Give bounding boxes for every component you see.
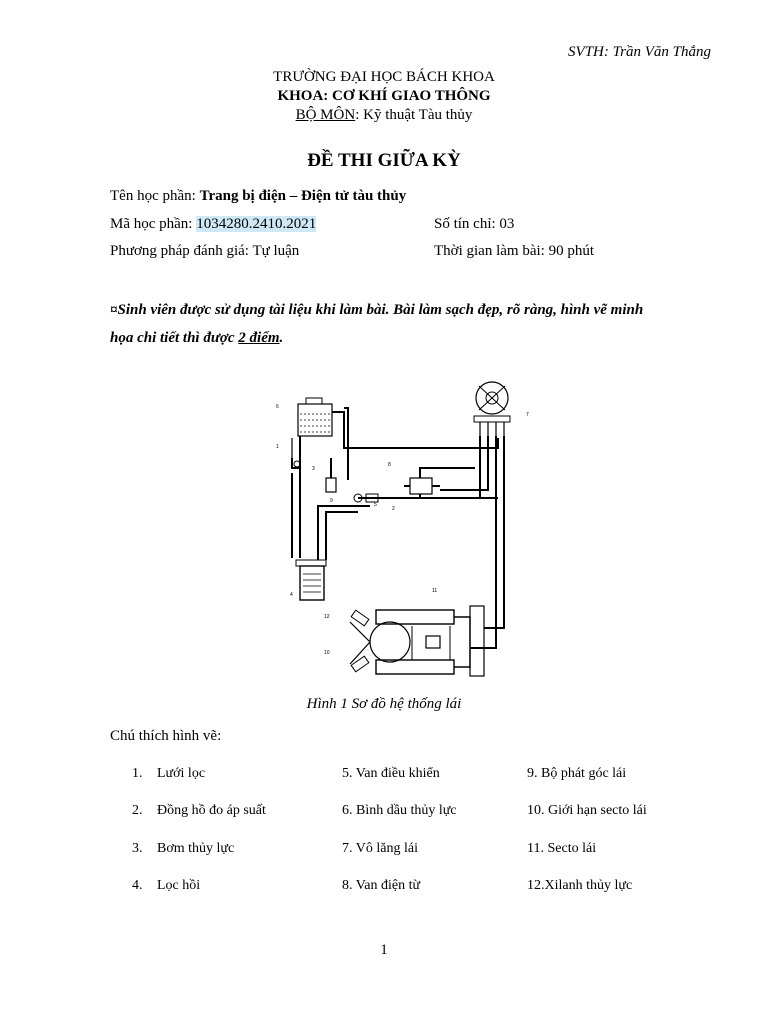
legend-item: 7. Vô lăng lái <box>342 841 418 856</box>
note-points: 2 điểm <box>238 330 280 346</box>
callout-10: 10 <box>324 650 330 656</box>
course-code-value: 1034280.2410.2021 <box>196 216 317 232</box>
legend-item: 12.Xilanh thủy lực <box>527 878 633 893</box>
exam-note <box>110 296 670 352</box>
exam-title: ĐỀ THI GIỮA KỲ <box>307 150 461 171</box>
department-value: : Kỹ thuật Tàu thủy <box>355 107 473 123</box>
callout-7: 7 <box>526 412 529 418</box>
legend-item: 3. <box>132 841 143 856</box>
legend-item-text: Lưới lọc <box>157 766 206 781</box>
solenoid-valve-shape <box>410 478 432 494</box>
steering-system-diagram <box>270 378 540 678</box>
legend-item: 1. <box>132 766 143 781</box>
exam-duration: Thời gian làm bài: 90 phút <box>434 243 594 259</box>
pump-shape <box>300 566 324 600</box>
note-end: . <box>279 330 284 346</box>
callout-8: 8 <box>388 462 391 468</box>
figure-caption: Hình 1 Sơ đồ hệ thống lái <box>306 696 462 712</box>
legend-item-text: Đồng hồ đo áp suất <box>157 803 266 818</box>
course-name-row <box>110 188 406 205</box>
legend-item-text: Lọc hồi <box>157 878 201 893</box>
legend-item-text: Bơm thủy lực <box>157 841 235 856</box>
callout-6: 6 <box>276 404 279 410</box>
legend-item: 9. Bộ phát góc lái <box>527 766 627 781</box>
legend-item: 4. <box>132 878 143 893</box>
oil-tank-liquid <box>300 414 330 432</box>
legend-item: 5. Van điều khiển <box>342 766 440 781</box>
callout-9: 9 <box>330 498 333 504</box>
legend-item: 6. Bình dầu thủy lực <box>342 803 457 818</box>
callout-4: 4 <box>290 592 293 598</box>
assessment-method: Phương pháp đánh giá: Tự luận <box>110 243 300 259</box>
course-name-label: Tên học phần: <box>110 188 200 204</box>
callout-12: 12 <box>324 614 330 620</box>
legend-item: 10. Giới hạn secto lái <box>527 803 647 818</box>
note-symbol: ¤ <box>110 302 118 318</box>
course-code-row <box>110 216 316 233</box>
faculty-name: KHOA: CƠ KHÍ GIAO THÔNG <box>277 88 491 104</box>
legend-item: 11. Secto lái <box>527 841 597 856</box>
callout-labels <box>276 404 529 656</box>
legend-title: Chú thích hình vẽ: <box>110 728 222 744</box>
author-line: SVTH: Trần Văn Thắng <box>568 44 711 60</box>
callout-3: 3 <box>312 466 315 472</box>
callout-11: 11 <box>432 588 438 594</box>
sector-shape <box>370 622 410 662</box>
course-code-label: Mã học phần: <box>110 216 197 232</box>
note-text: Sinh viên được sử dụng tài liệu khi làm bài. Bài làm sạch đẹp, rõ ràng, hình vẽ minh họa chi tiết thì được <box>110 302 644 346</box>
callout-1: 1 <box>276 444 279 450</box>
legend-item: 2. <box>132 803 143 818</box>
university-name: TRƯỜNG ĐẠI HỌC BÁCH KHOA <box>273 69 495 85</box>
callout-2: 2 <box>392 506 395 512</box>
department-name <box>0 107 768 124</box>
credits: Số tín chỉ: 03 <box>434 216 515 232</box>
department-prefix: BỘ MÔN <box>295 107 356 123</box>
legend-item: 8. Van điện từ <box>342 878 421 893</box>
course-name-value: Trang bị điện – Điện tử tàu thủy <box>199 188 407 204</box>
page-number: 1 <box>380 942 388 958</box>
callout-5: 5 <box>374 502 377 508</box>
oil-tank-shape <box>298 404 332 436</box>
